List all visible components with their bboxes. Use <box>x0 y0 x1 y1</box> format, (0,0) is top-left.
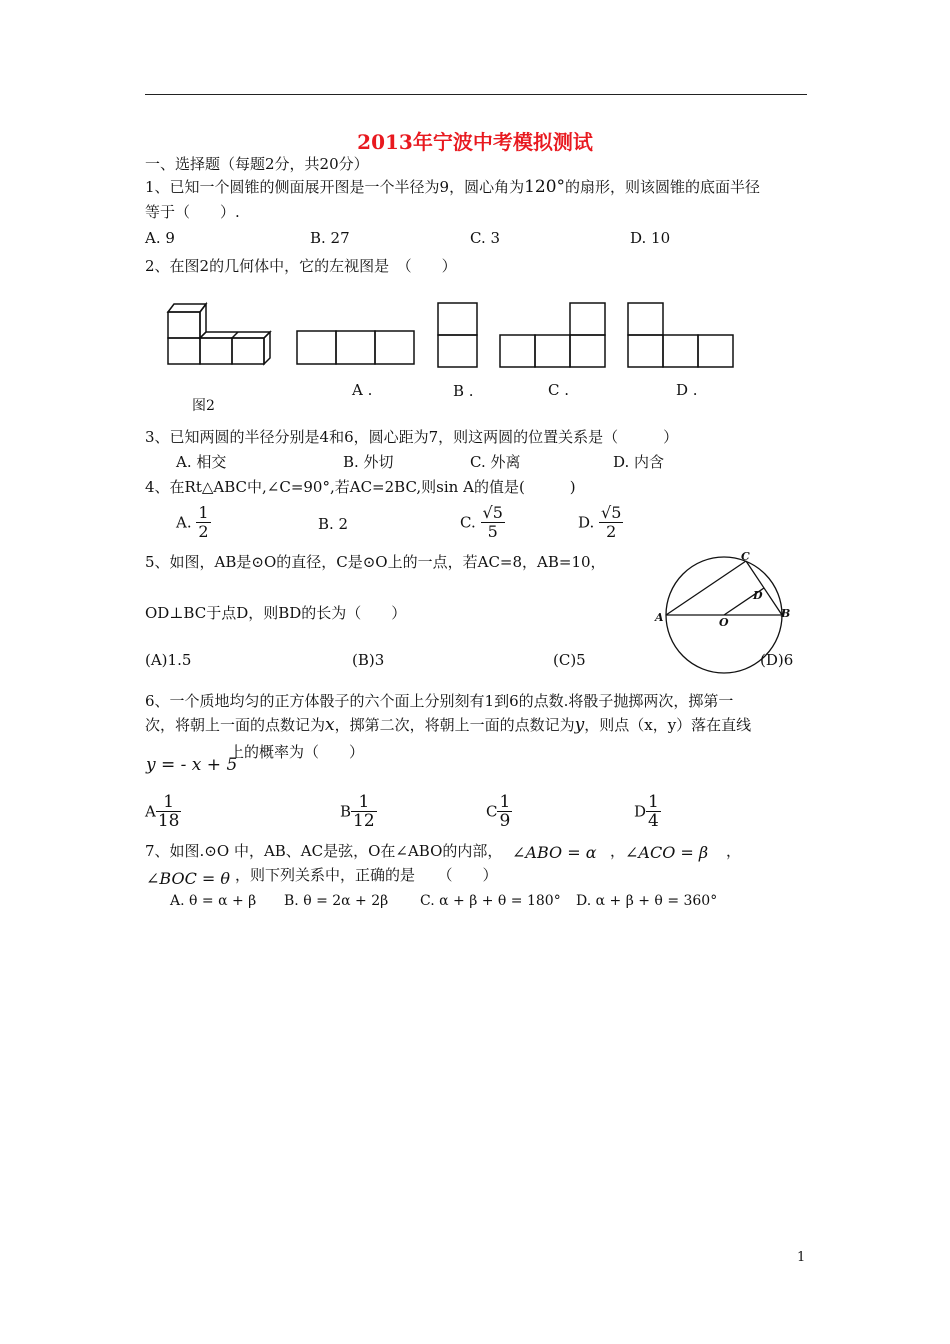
q6-option-b-label: B <box>340 802 352 821</box>
q4-c-num: √5 <box>482 503 503 522</box>
q6-c-num: 1 <box>499 792 511 812</box>
q4-option-a-fraction <box>196 504 210 541</box>
q6-line3: 上的概率为（ ） <box>229 743 365 761</box>
q7-option-d: D. α + β + θ = 360° <box>576 893 718 909</box>
q6-option-d-label: D <box>634 802 647 821</box>
q1-option-b: B. 27 <box>310 229 350 247</box>
q6-d-den: 4 <box>648 811 659 831</box>
q2-option-b-figure <box>437 302 481 368</box>
q2-option-d-figure <box>627 302 737 368</box>
q5-line1: 5、如图，AB是⊙O的直径，C是⊙O上的一点，若AC=8，AB=10， <box>145 553 606 571</box>
q3-option-c: C. 外离 <box>470 453 521 471</box>
q1-line1 <box>145 178 760 196</box>
q3-text: 3、已知两圆的半径分别是4和6，圆心距为7，则这两圆的位置关系是（ ） <box>145 428 679 446</box>
q5-label-o: O <box>719 616 729 629</box>
q6-var-x: x <box>325 715 335 735</box>
q6-line2 <box>145 716 751 734</box>
q6-line2-b: ，掷第二次，将朝上一面的点数记为 <box>334 716 575 734</box>
page-number: 1 <box>797 1250 806 1265</box>
q5-option-d: (D)6 <box>760 651 794 669</box>
q4-option-d <box>578 504 623 541</box>
q7-option-b: B. θ = 2α + 2β <box>284 893 389 909</box>
q7-eq1: ∠ABO = α <box>512 843 597 862</box>
q6-c-den: 9 <box>499 811 511 831</box>
q6-option-a-fraction <box>156 793 182 830</box>
q1-option-c: C. 3 <box>470 229 501 247</box>
q2-figure-caption: 图2 <box>192 398 215 414</box>
q6-var-y: y <box>574 715 585 735</box>
q6-option-b <box>340 793 377 830</box>
q6-line1: 6、一个质地均匀的正方体骰子的六个面上分别刻有1到6的点数.将骰子抛掷两次，掷第一 <box>145 692 734 710</box>
q6-option-a <box>145 793 181 830</box>
q4-option-c-label: C. <box>460 513 476 532</box>
q4-d-num: √5 <box>601 503 622 522</box>
q6-b-den: 12 <box>353 811 375 831</box>
q4-option-b: B. 2 <box>318 515 349 533</box>
q4-a-den: 2 <box>198 522 209 541</box>
q6-b-num: 1 <box>351 793 377 812</box>
q5-label-a: A <box>655 611 664 624</box>
header-rule <box>145 94 807 95</box>
q5-option-a: (A)1.5 <box>145 651 192 669</box>
q4-option-d-fraction <box>599 504 623 541</box>
q2-text: 2、在图2的几何体中，它的左视图是 （ ） <box>145 257 457 275</box>
q6-option-b-fraction <box>351 793 377 830</box>
q6-line2-c: ，则点（x，y）落在直线 <box>584 716 752 734</box>
q4-c-den: 5 <box>487 522 498 541</box>
q2-option-b-label: B . <box>453 382 474 400</box>
q5-option-b: (B)3 <box>352 651 385 669</box>
q1-option-d: D. 10 <box>630 229 671 247</box>
q5-line2: OD⊥BC于点D，则BD的长为（ ） <box>145 604 407 622</box>
q1-text-b: 的扇形，则该圆锥的底面半径 <box>565 178 761 196</box>
q4-option-a <box>176 504 211 541</box>
q6-equation: y = - x + 5 <box>146 755 238 775</box>
q3-option-d: D. 内含 <box>613 453 665 471</box>
q6-option-a-label: A <box>145 802 156 821</box>
q2-option-a-label: A . <box>352 381 373 399</box>
q6-option-c <box>486 793 512 830</box>
q4-option-a-label: A. <box>176 513 192 532</box>
q4-d-den: 2 <box>606 522 617 541</box>
q3-option-b: B. 外切 <box>343 453 394 471</box>
q7-option-a: A. θ = α + β <box>170 893 257 909</box>
q2-option-c-label: C . <box>548 381 570 399</box>
q5-option-c: (C)5 <box>553 651 586 669</box>
q2-solid-figure <box>160 298 280 370</box>
q6-d-num: 1 <box>648 792 659 812</box>
q6-option-c-fraction <box>497 793 512 830</box>
q6-option-d-fraction <box>646 793 661 830</box>
q7-eq2: ∠ACO = β <box>625 843 709 862</box>
q4-text: 4、在Rt△ABC中,∠C=90°,若AC=2BC,则sin A的值是( ) <box>145 478 576 496</box>
q3-option-a: A. 相交 <box>176 453 227 471</box>
q7-option-c: C. α + β + θ = 180° <box>420 893 561 909</box>
q5-label-b: B <box>781 607 791 620</box>
q2-option-a-figure <box>296 329 418 367</box>
q7-comma-2: ， <box>726 842 742 860</box>
section-heading: 一、选择题（每题2分，共20分） <box>145 155 369 173</box>
q6-option-d <box>634 793 661 830</box>
q6-line2-a: 次，将朝上一面的点数记为 <box>145 716 326 734</box>
q4-a-num: 1 <box>198 503 209 522</box>
q6-a-den: 18 <box>157 811 180 831</box>
q5-label-c: C <box>741 550 750 563</box>
q1-angle: 120° <box>524 177 566 197</box>
q4-option-d-label: D. <box>578 513 595 532</box>
q4-option-c <box>460 504 505 541</box>
q7-line1: 7、如图.⊙O 中，AB、AC是弦，O在∠ABO的内部， <box>145 842 503 860</box>
q1-line2: 等于（ ）. <box>145 203 240 221</box>
q6-a-num: 1 <box>156 793 182 812</box>
q7-comma-1: ， <box>610 842 626 860</box>
q2-option-d-label: D . <box>676 381 698 399</box>
q1-text-a: 1、已知一个圆锥的侧面展开图是一个半径为9，圆心角为 <box>145 178 525 196</box>
page-title: 2013年宁波中考模拟测试 <box>357 130 593 154</box>
q7-eq3: ∠BOC = θ <box>146 869 231 888</box>
q2-option-c-figure <box>499 302 609 368</box>
q7-line2: ，则下列关系中，正确的是 （ ） <box>235 866 498 884</box>
q5-label-d: D <box>753 589 763 602</box>
q4-option-c-fraction <box>481 504 505 541</box>
q1-option-a: A. 9 <box>145 229 175 247</box>
q6-option-c-label: C <box>486 802 498 821</box>
